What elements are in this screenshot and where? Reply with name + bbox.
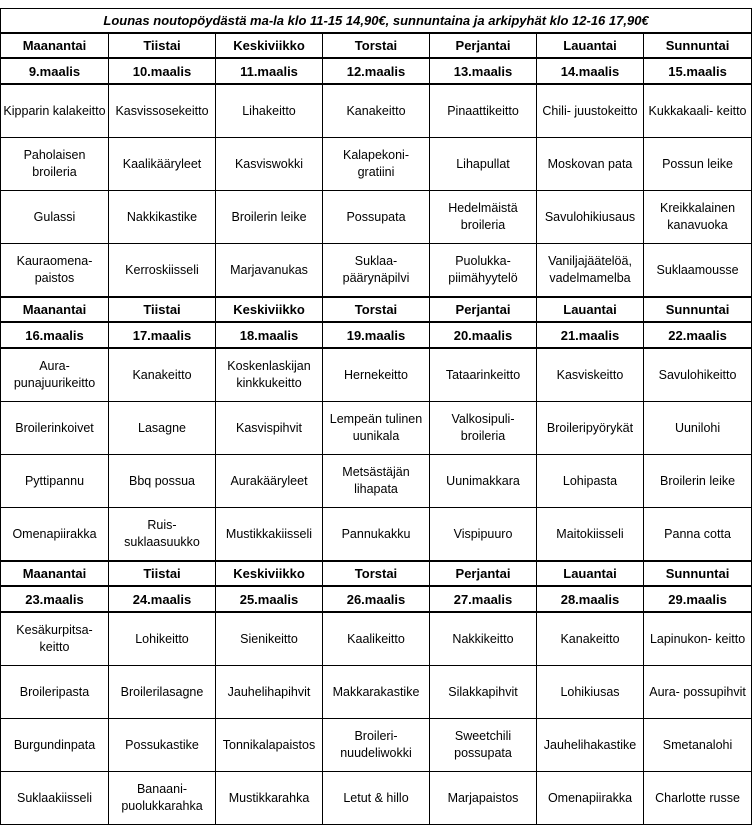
dish-cell: Marjavanukas bbox=[216, 244, 323, 298]
dish-cell: Vispipuuro bbox=[430, 508, 537, 562]
dish-cell: Aurakääryleet bbox=[216, 455, 323, 508]
date-cell: 25.maalis bbox=[216, 586, 323, 612]
dish-cell: Broileri- nuudeliwokki bbox=[323, 719, 430, 772]
dish-row bbox=[1, 455, 752, 508]
dish-cell: Kauraomena- paistos bbox=[1, 244, 109, 298]
dish-cell: Lihapullat bbox=[430, 138, 537, 191]
dish-cell: Tataarinkeitto bbox=[430, 348, 537, 402]
dish-cell: Kaalikeitto bbox=[323, 612, 430, 666]
weekday-header: Tiistai bbox=[109, 297, 216, 322]
dish-cell: Omenapiirakka bbox=[537, 772, 644, 825]
dish-cell: Possupata bbox=[323, 191, 430, 244]
dish-cell: Gulassi bbox=[1, 191, 109, 244]
dish-cell: Broileripyörykät bbox=[537, 402, 644, 455]
weekday-header: Perjantai bbox=[430, 33, 537, 58]
weekday-header: Torstai bbox=[323, 561, 430, 586]
dish-row bbox=[1, 666, 752, 719]
dish-cell: Valkosipuli- broileria bbox=[430, 402, 537, 455]
dish-cell: Lohikeitto bbox=[109, 612, 216, 666]
dish-cell: Kasviswokki bbox=[216, 138, 323, 191]
dish-cell: Kasvissosekeitto bbox=[109, 84, 216, 138]
dish-cell: Aura- possupihvit bbox=[644, 666, 752, 719]
dish-cell: Lohikiusas bbox=[537, 666, 644, 719]
date-cell: 26.maalis bbox=[323, 586, 430, 612]
weekday-header: Lauantai bbox=[537, 297, 644, 322]
weekday-header: Perjantai bbox=[430, 297, 537, 322]
dish-cell: Kasvispihvit bbox=[216, 402, 323, 455]
dish-cell: Aura- punajuurikeitto bbox=[1, 348, 109, 402]
dish-cell: Suklaakiisseli bbox=[1, 772, 109, 825]
dish-cell: Jauhelihapihvit bbox=[216, 666, 323, 719]
title-row bbox=[1, 9, 752, 34]
date-row bbox=[1, 322, 752, 348]
dish-cell: Koskenlaskijan kinkkukeitto bbox=[216, 348, 323, 402]
dish-cell: Uunimakkara bbox=[430, 455, 537, 508]
dish-cell: Lapinukon- keitto bbox=[644, 612, 752, 666]
dish-row bbox=[1, 612, 752, 666]
weekday-header-row bbox=[1, 33, 752, 58]
date-cell: 24.maalis bbox=[109, 586, 216, 612]
dish-cell: Kerroskiisseli bbox=[109, 244, 216, 298]
date-cell: 11.maalis bbox=[216, 58, 323, 84]
date-cell: 14.maalis bbox=[537, 58, 644, 84]
date-cell: 20.maalis bbox=[430, 322, 537, 348]
dish-cell: Uunilohi bbox=[644, 402, 752, 455]
dish-cell: Charlotte russe bbox=[644, 772, 752, 825]
dish-cell: Nakkikeitto bbox=[430, 612, 537, 666]
weekday-header: Maanantai bbox=[1, 297, 109, 322]
dish-cell: Kukkakaali- keitto bbox=[644, 84, 752, 138]
dish-cell: Bbq possua bbox=[109, 455, 216, 508]
weekday-header: Sunnuntai bbox=[644, 297, 752, 322]
dish-cell: Kanakeitto bbox=[109, 348, 216, 402]
date-cell: 13.maalis bbox=[430, 58, 537, 84]
date-cell: 18.maalis bbox=[216, 322, 323, 348]
dish-row bbox=[1, 719, 752, 772]
dish-cell: Silakkapihvit bbox=[430, 666, 537, 719]
dish-cell: Panna cotta bbox=[644, 508, 752, 562]
dish-cell: Banaani- puolukkarahka bbox=[109, 772, 216, 825]
dish-cell: Kaalikääryleet bbox=[109, 138, 216, 191]
dish-cell: Kreikkalainen kanavuoka bbox=[644, 191, 752, 244]
dish-cell: Kanakeitto bbox=[537, 612, 644, 666]
dish-cell: Chili- juustokeitto bbox=[537, 84, 644, 138]
dish-cell: Omenapiirakka bbox=[1, 508, 109, 562]
date-row bbox=[1, 58, 752, 84]
dish-cell: Kasviskeitto bbox=[537, 348, 644, 402]
dish-cell: Broilerin leike bbox=[644, 455, 752, 508]
dish-cell: Broileripasta bbox=[1, 666, 109, 719]
dish-cell: Broilerin leike bbox=[216, 191, 323, 244]
dish-cell: Kesäkurpitsa- keitto bbox=[1, 612, 109, 666]
weekday-header: Maanantai bbox=[1, 33, 109, 58]
date-cell: 27.maalis bbox=[430, 586, 537, 612]
dish-cell: Vaniljajäätelöä, vadelmamelba bbox=[537, 244, 644, 298]
dish-cell: Kalapekoni- gratiini bbox=[323, 138, 430, 191]
weekday-header: Lauantai bbox=[537, 33, 644, 58]
dish-cell: Broilerilasagne bbox=[109, 666, 216, 719]
weekday-header-row bbox=[1, 297, 752, 322]
menu-title: Lounas noutopöydästä ma-la klo 11-15 14,90€, sunnuntaina ja arkipyhät klo 12-16 17,90€ bbox=[1, 9, 752, 34]
dish-cell: Savulohikiusaus bbox=[537, 191, 644, 244]
weekday-header-row bbox=[1, 561, 752, 586]
dish-cell: Sienikeitto bbox=[216, 612, 323, 666]
dish-cell: Makkarakastike bbox=[323, 666, 430, 719]
dish-cell: Lempeän tulinen uunikala bbox=[323, 402, 430, 455]
weekday-header: Sunnuntai bbox=[644, 33, 752, 58]
dish-cell: Lohipasta bbox=[537, 455, 644, 508]
date-cell: 28.maalis bbox=[537, 586, 644, 612]
dish-cell: Metsästäjän lihapata bbox=[323, 455, 430, 508]
dish-cell: Burgundinpata bbox=[1, 719, 109, 772]
dish-cell: Pannukakku bbox=[323, 508, 430, 562]
weekday-header: Tiistai bbox=[109, 33, 216, 58]
weekday-header: Keskiviikko bbox=[216, 33, 323, 58]
dish-cell: Mustikkakiisseli bbox=[216, 508, 323, 562]
dish-row bbox=[1, 84, 752, 138]
dish-cell: Jauhelihakastike bbox=[537, 719, 644, 772]
dish-cell: Hedelmäistä broileria bbox=[430, 191, 537, 244]
dish-cell: Possun leike bbox=[644, 138, 752, 191]
weekday-header: Keskiviikko bbox=[216, 297, 323, 322]
dish-cell: Lihakeitto bbox=[216, 84, 323, 138]
weekday-header: Lauantai bbox=[537, 561, 644, 586]
dish-row bbox=[1, 348, 752, 402]
weekday-header: Maanantai bbox=[1, 561, 109, 586]
dish-cell: Hernekeitto bbox=[323, 348, 430, 402]
date-cell: 16.maalis bbox=[1, 322, 109, 348]
weekday-header: Perjantai bbox=[430, 561, 537, 586]
dish-row bbox=[1, 508, 752, 562]
dish-cell: Puolukka- piimähyytelö bbox=[430, 244, 537, 298]
weekday-header: Sunnuntai bbox=[644, 561, 752, 586]
dish-cell: Pyttipannu bbox=[1, 455, 109, 508]
dish-cell: Paholaisen broileria bbox=[1, 138, 109, 191]
dish-cell: Tonnikalapaistos bbox=[216, 719, 323, 772]
dish-cell: Sweetchili possupata bbox=[430, 719, 537, 772]
date-cell: 29.maalis bbox=[644, 586, 752, 612]
dish-cell: Kanakeitto bbox=[323, 84, 430, 138]
dish-cell: Ruis- suklaasuukko bbox=[109, 508, 216, 562]
date-cell: 9.maalis bbox=[1, 58, 109, 84]
dish-row bbox=[1, 138, 752, 191]
dish-cell: Marjapaistos bbox=[430, 772, 537, 825]
date-row bbox=[1, 586, 752, 612]
date-cell: 12.maalis bbox=[323, 58, 430, 84]
dish-cell: Savulohikeitto bbox=[644, 348, 752, 402]
dish-cell: Mustikkarahka bbox=[216, 772, 323, 825]
weekday-header: Keskiviikko bbox=[216, 561, 323, 586]
date-cell: 21.maalis bbox=[537, 322, 644, 348]
dish-cell: Possukastike bbox=[109, 719, 216, 772]
date-cell: 22.maalis bbox=[644, 322, 752, 348]
date-cell: 23.maalis bbox=[1, 586, 109, 612]
dish-row bbox=[1, 402, 752, 455]
dish-cell: Suklaamousse bbox=[644, 244, 752, 298]
dish-cell: Smetanalohi bbox=[644, 719, 752, 772]
dish-cell: Maitokiisseli bbox=[537, 508, 644, 562]
dish-cell: Letut & hillo bbox=[323, 772, 430, 825]
date-cell: 15.maalis bbox=[644, 58, 752, 84]
dish-cell: Lasagne bbox=[109, 402, 216, 455]
dish-row bbox=[1, 191, 752, 244]
dish-cell: Moskovan pata bbox=[537, 138, 644, 191]
date-cell: 10.maalis bbox=[109, 58, 216, 84]
date-cell: 17.maalis bbox=[109, 322, 216, 348]
dish-row bbox=[1, 772, 752, 825]
dish-cell: Broilerinkoivet bbox=[1, 402, 109, 455]
dish-cell: Kipparin kalakeitto bbox=[1, 84, 109, 138]
dish-cell: Nakkikastike bbox=[109, 191, 216, 244]
dish-row bbox=[1, 244, 752, 298]
weekday-header: Torstai bbox=[323, 33, 430, 58]
weekday-header: Tiistai bbox=[109, 561, 216, 586]
dish-cell: Suklaa- päärynäpilvi bbox=[323, 244, 430, 298]
date-cell: 19.maalis bbox=[323, 322, 430, 348]
weekday-header: Torstai bbox=[323, 297, 430, 322]
dish-cell: Pinaattikeitto bbox=[430, 84, 537, 138]
lunch-menu-table bbox=[0, 8, 752, 825]
